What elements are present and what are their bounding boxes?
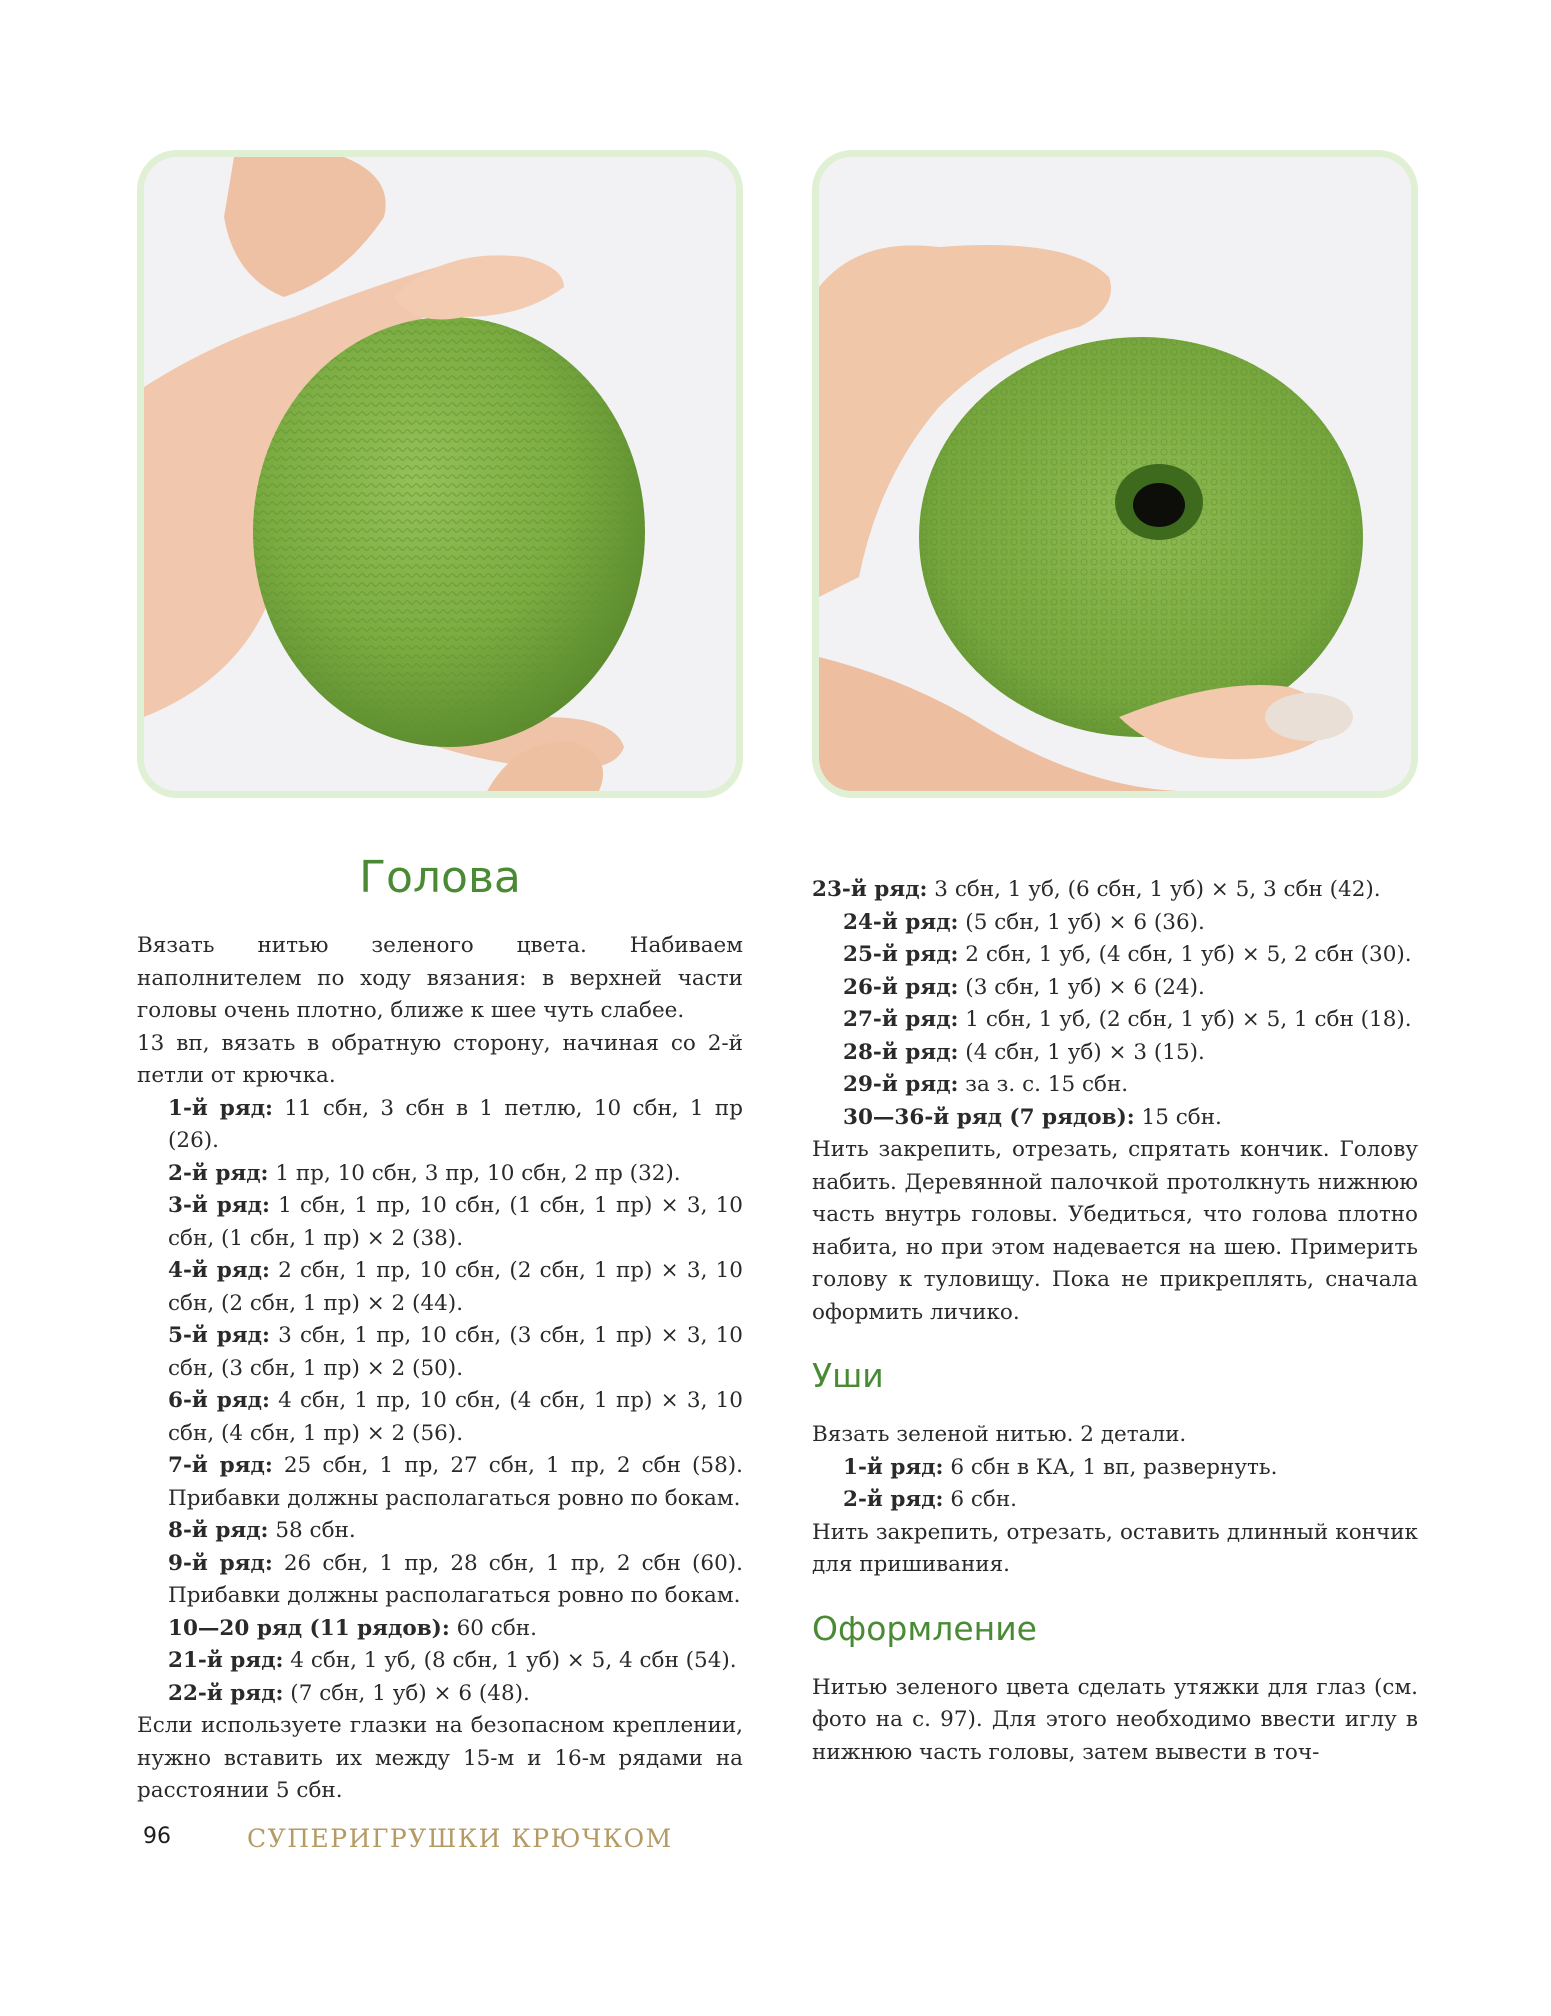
- row-label: 28-й ряд:: [843, 1039, 959, 1065]
- row-label: 22-й ряд:: [168, 1680, 284, 1706]
- row-text: 26 сбн, 1 пр, 28 сбн, 1 пр, 2 сбн (60). Прибавки должны располагаться ровно по бокам.: [168, 1550, 743, 1608]
- ears-row-1: [812, 1452, 1418, 1485]
- head-row-5: [137, 1320, 743, 1385]
- head-row-28: [812, 1037, 1418, 1070]
- row-text: за з. с. 15 сбн.: [958, 1072, 1129, 1097]
- row-label: 4-й ряд:: [168, 1258, 270, 1283]
- row-text: 2 сбн, 1 пр, 10 сбн, (2 сбн, 1 пр) × 3, 10 сбн, (2 сбн, 1 пр) × 2 (44).: [168, 1258, 743, 1316]
- row-label: 3-й ряд:: [168, 1193, 270, 1218]
- ears-finish: Нить закрепить, отрезать, оставить длинный кончик для пришивания.: [812, 1519, 1418, 1577]
- head-row-7: [137, 1450, 743, 1515]
- head-row-24: [812, 907, 1418, 940]
- row-text: 60 сбн.: [449, 1615, 537, 1641]
- ears-row-2: [812, 1484, 1418, 1517]
- row-text: 3 сбн, 1 уб, (6 сбн, 1 уб) × 5, 3 сбн (42).: [927, 877, 1381, 902]
- row-label: 5-й ряд:: [168, 1323, 270, 1348]
- section-title-design: Оформление: [812, 1608, 1037, 1648]
- row-text: (3 сбн, 1 уб) × 6 (24).: [958, 974, 1205, 1000]
- right-text-column: [812, 874, 1418, 1769]
- ears-intro: Вязать зеленой нитью. 2 детали.: [812, 1422, 1187, 1447]
- eyes-note: Если используете глазки на безопасном креплении, нужно вставить их между 15-м и 16-м рядами на расстоянии 5 сбн.: [137, 1713, 743, 1803]
- head-row-22: [137, 1678, 743, 1711]
- page-number: 96: [143, 1824, 171, 1849]
- row-label: 2-й ряд:: [843, 1487, 944, 1512]
- row-text: 25 сбн, 1 пр, 27 сбн, 1 пр, 2 сбн (58). Прибавки должны располагаться ровно по бокам.: [168, 1453, 743, 1511]
- head-row-29: [812, 1069, 1418, 1102]
- row-label: 1-й ряд:: [843, 1454, 944, 1480]
- head-intro: Вязать нитью зеленого цвета. Набиваем наполнителем по ходу вязания: в верхней части головы очень плотно, ближе к шее чуть слабее.: [137, 933, 743, 1023]
- row-text: 4 сбн, 1 пр, 10 сбн, (4 сбн, 1 пр) × 3, 10 сбн, (4 сбн, 1 пр) × 2 (56).: [168, 1388, 743, 1446]
- head-row-4: [137, 1255, 743, 1320]
- row-text: 1 сбн, 1 уб, (2 сбн, 1 уб) × 5, 1 сбн (18).: [958, 1007, 1412, 1032]
- head-row-3: [137, 1190, 743, 1255]
- head-start: 13 вп, вязать в обратную сторону, начиная со 2-й петли от крючка.: [137, 1030, 743, 1088]
- head-row-9: [137, 1548, 743, 1613]
- head-rows-list: [137, 1093, 743, 1711]
- row-text: 15 сбн.: [1134, 1104, 1222, 1130]
- row-text: 11 сбн, 3 сбн в 1 петлю, 10 сбн, 1 пр (26).: [168, 1095, 743, 1153]
- section-title-ears: Уши: [812, 1356, 884, 1395]
- row-label: 7-й ряд:: [168, 1453, 273, 1478]
- head-row-6: [137, 1385, 743, 1450]
- left-text-column: [137, 838, 743, 1808]
- head-row-27: [812, 1004, 1418, 1037]
- head-row-8: [137, 1515, 743, 1548]
- row-text: 6 сбн в КА, 1 вп, развернуть.: [943, 1454, 1278, 1480]
- row-label: 29-й ряд:: [843, 1072, 959, 1097]
- row-text: 2 сбн, 1 уб, (4 сбн, 1 уб) × 5, 2 сбн (30).: [958, 942, 1412, 967]
- row-label: 24-й ряд:: [843, 909, 959, 935]
- row-text: (7 сбн, 1 уб) × 6 (48).: [283, 1680, 530, 1706]
- head-row-25: [812, 939, 1418, 972]
- head-row-30-36: [812, 1102, 1418, 1135]
- row-text: 58 сбн.: [268, 1518, 356, 1543]
- row-text: 3 сбн, 1 пр, 10 сбн, (3 сбн, 1 пр) × 3, 10 сбн, (3 сбн, 1 пр) × 2 (50).: [168, 1323, 743, 1381]
- row-label: 10—20 ряд (11 рядов):: [168, 1615, 450, 1641]
- row-label: 26-й ряд:: [843, 974, 959, 1000]
- book-title: СУПЕРИГРУШКИ КРЮЧКОМ: [247, 1824, 673, 1853]
- photo-crochet-ball-opening: [812, 150, 1418, 798]
- row-label: 21-й ряд:: [168, 1648, 284, 1673]
- row-text: 6 сбн.: [943, 1487, 1017, 1512]
- row-label: 9-й ряд:: [168, 1550, 273, 1576]
- row-text: 4 сбн, 1 уб, (8 сбн, 1 уб) × 5, 4 сбн (54).: [283, 1648, 737, 1673]
- head-row-26: [812, 972, 1418, 1005]
- section-title-head: Голова: [359, 852, 521, 903]
- head-row-2: [137, 1158, 743, 1191]
- head-row-23: [812, 874, 1418, 907]
- row-text: 1 сбн, 1 пр, 10 сбн, (1 сбн, 1 пр) × 3, 10 сбн, (1 сбн, 1 пр) × 2 (38).: [168, 1193, 743, 1251]
- head-row-21: [137, 1645, 743, 1678]
- row-label: 27-й ряд:: [843, 1007, 959, 1032]
- row-label: 25-й ряд:: [843, 942, 959, 967]
- row-label: 6-й ряд:: [168, 1388, 270, 1413]
- row-text: (5 сбн, 1 уб) × 6 (36).: [958, 909, 1205, 935]
- row-label: 23-й ряд:: [812, 877, 928, 902]
- head-row-10-20: [137, 1613, 743, 1646]
- row-label: 8-й ряд:: [168, 1518, 269, 1543]
- row-label: 30—36-й ряд (7 рядов):: [843, 1104, 1135, 1130]
- row-text: (4 сбн, 1 уб) × 3 (15).: [958, 1039, 1205, 1065]
- design-text: Нитью зеленого цвета сделать утяжки для глаз (см. фото на с. 97). Для этого необходимо ввести иглу в нижнюю часть головы, затем вывести в точ-: [812, 1674, 1418, 1765]
- head-finish: Нить закрепить, отрезать, спрятать кончик. Голову набить. Деревянной палочкой протолкнуть нижнюю часть внутрь головы. Убедиться, что голова плотно набита, но при этом надевается на шею. Примерить голову к туловищу. Пока не прикреплять, сначала оформить личико.: [812, 1137, 1418, 1325]
- crochet-ball-side-image: [144, 157, 736, 791]
- crochet-ball-opening-image: [819, 157, 1411, 791]
- row-label: 1-й ряд:: [168, 1095, 273, 1121]
- row-label: 2-й ряд:: [168, 1160, 269, 1186]
- photo-crochet-ball-side: [137, 150, 743, 798]
- row-text: 1 пр, 10 сбн, 3 пр, 10 сбн, 2 пр (32).: [268, 1160, 681, 1186]
- head-row-1: [137, 1093, 743, 1158]
